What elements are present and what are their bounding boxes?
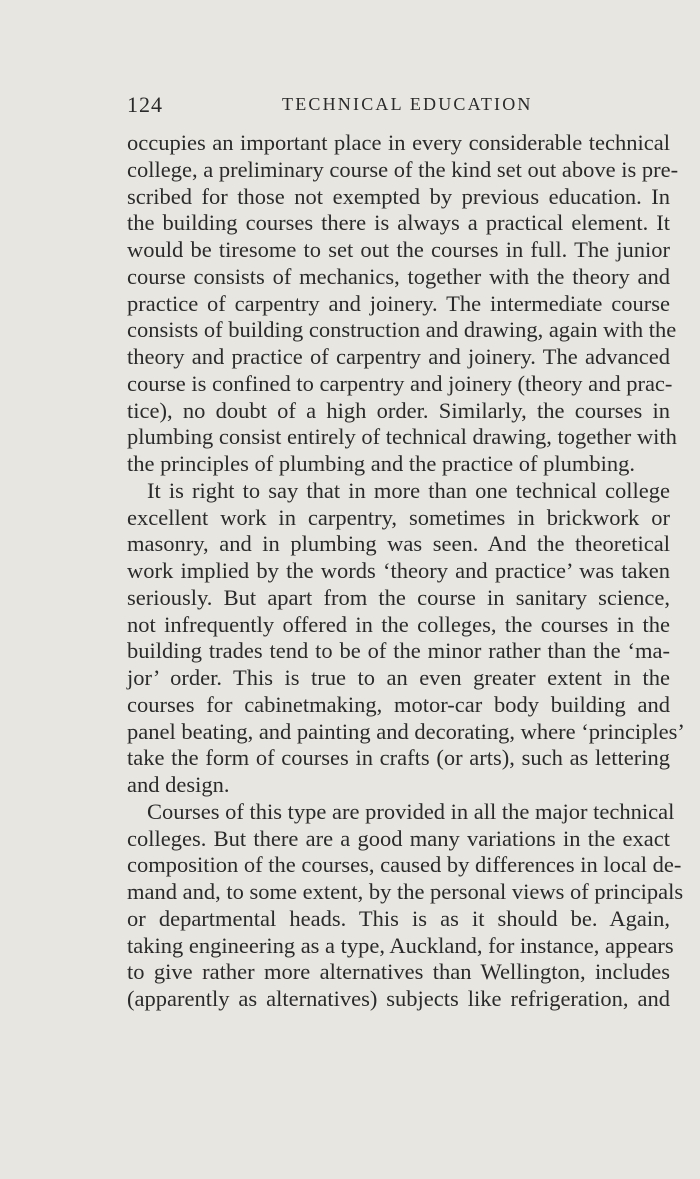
text-line: composition of the courses, caused by differences in local de- <box>127 852 682 878</box>
text-line: or departmental heads. This is as it should be. Again, <box>127 905 670 931</box>
text-line: building trades tend to be of the minor rather than the ‘ma- <box>127 638 670 664</box>
text-line: to give rather more alternatives than Wellington, includes <box>127 959 670 985</box>
text-line: seriously. But apart from the course in sanitary science, <box>127 584 670 610</box>
text-line: colleges. But there are a good many variations in the exact <box>127 825 670 851</box>
paragraph-last-line: and design. <box>127 772 230 797</box>
text-line: course is confined to carpentry and joinery (theory and prac- <box>127 370 673 396</box>
text-line: course consists of mechanics, together with the theory and <box>127 263 670 289</box>
text-line: (apparently as alternatives) subjects like refrigeration, and <box>127 986 670 1011</box>
text-line: mand and, to some extent, by the personal views of principals <box>127 879 684 904</box>
text-line: would be tiresome to set out the courses in full. The junior <box>127 237 670 262</box>
page-number: 124 <box>127 92 163 117</box>
text-line: scribed for those not exempted by previous education. In <box>127 183 670 209</box>
text-line: masonry, and in plumbing was seen. And the theoretical <box>127 531 670 557</box>
text-line: consists of building construction and drawing, again with the <box>127 317 677 343</box>
text-line: practice of carpentry and joinery. The intermediate course <box>127 290 670 316</box>
text-line: theory and practice of carpentry and joinery. The advanced <box>127 344 670 369</box>
text-line: tice), no doubt of a high order. Similarly, the courses in <box>127 397 670 423</box>
text-line: occupies an important place in every considerable technical <box>127 130 670 155</box>
running-head <box>127 92 670 116</box>
text-line: excellent work in carpentry, sometimes in brickwork or <box>127 504 670 530</box>
text-line: take the form of courses in crafts (or arts), such as lettering <box>127 745 670 771</box>
text-line: college, a preliminary course of the kind set out above is pre- <box>127 156 679 182</box>
text-line: courses for cabinetmaking, motor-car body building and <box>127 691 670 717</box>
running-head-title: TECHNICAL EDUCATION <box>282 94 533 114</box>
text-line: not infrequently offered in the colleges, the courses in the <box>127 611 670 637</box>
paragraph-last-line: the principles of plumbing and the practice of plumbing. <box>127 451 635 476</box>
text-line: work implied by the words ‘theory and practice’ was taken <box>127 558 670 583</box>
paragraph-first-line: Courses of this type are provided in all the major technical <box>147 798 675 824</box>
text-line: jor’ order. This is true to an even greater extent in the <box>127 665 670 690</box>
text-line: the building courses there is always a practical element. It <box>127 210 670 236</box>
text-line: taking engineering as a type, Auckland, for instance, appears <box>127 932 674 958</box>
body-text <box>127 130 685 1013</box>
text-line: panel beating, and painting and decorating, where ‘principles’ <box>127 718 685 744</box>
text-line: plumbing consist entirely of technical drawing, together with <box>127 424 677 450</box>
paragraph-first-line: It is right to say that in more than one technical college <box>147 477 670 503</box>
